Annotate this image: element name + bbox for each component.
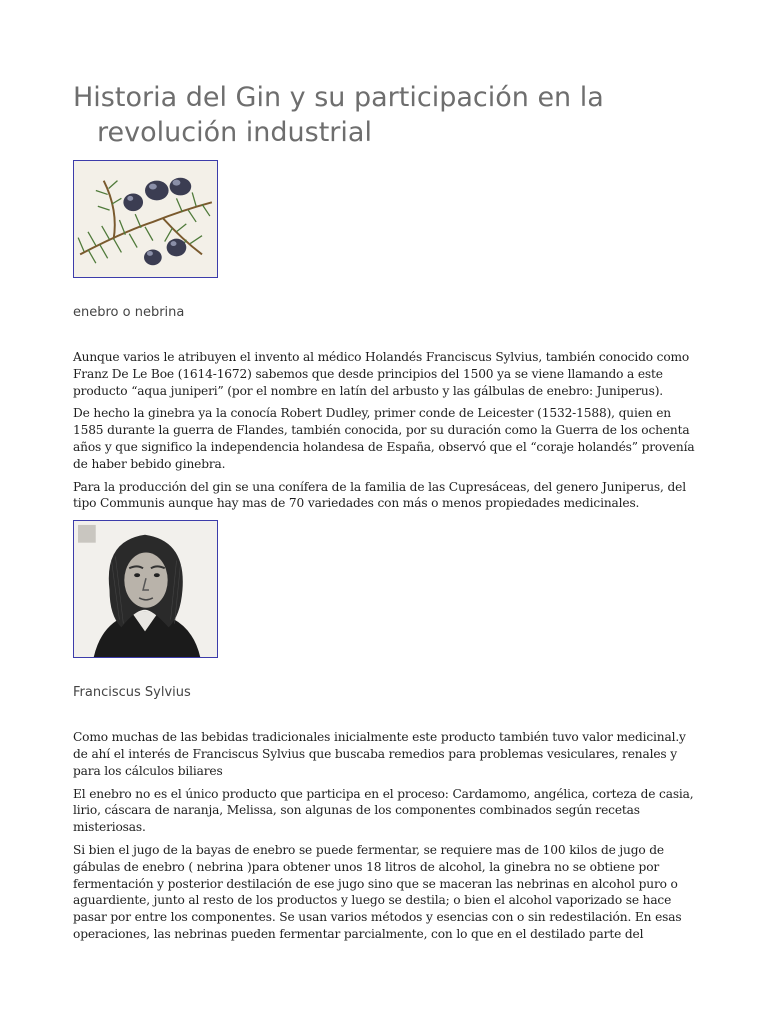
page-title: Historia del Gin y su participación en la revolución industrial [73,82,604,148]
paragraph: El enebro no es el único producto que participa en el proceso: Cardamomo, angélica, corteza de casia, lirio, cáscara de naranja, Melissa, son algunas de los componentes combinados según recetas misteriosas. [73,786,694,835]
portrait-icon [74,521,217,657]
portrait-engraving-image [73,520,218,658]
paragraph: Para la producción del gin se una conífera de la familia de las Cupresáceas, del genero Juniperus, del tipo Communis aunque hay mas de 70 variedades con más o menos propiedades medicinales. [73,479,686,511]
juniper-branch-image [73,160,218,278]
paragraph: Como muchas de las bebidas tradicionales inicialmente este producto también tuvo valor medicinal.y de ahí el interés de Franciscus Sylvius que buscaba remedios para problemas vesiculares, renales y para los cálculos biliares [73,730,686,778]
juniper-branch-icon [74,161,217,277]
paragraph: Si bien el jugo de la bayas de enebro se puede fermentar, se requiere mas de 100 kilos de jugo de gábulas de enebro ( nebrina )para obtener unos 18 litros de alcohol, la ginebra no se obtiene por fermentación y posterior destilación de ese jugo sino que se maceran las nebrinas en alcohol puro o aguardiente, junto al resto de los productos y luego se destila; o bien el alcohol vaporizado se hace pasar por entre los componentes. Se usan varios métodos y esencias con o sin redestilación. En esas operaciones, las nebrinas pueden fermentar parcialmente, con lo que en el destilado parte del [73,842,682,941]
document-page [73,80,695,949]
image-caption-juniper: enebro o nebrina [73,305,185,320]
paragraph: De hecho la ginebra ya la conocía Robert Dudley, primer conde de Leicester (1532-1588), quien en 1585 durante la guerra de Flandes, también conocida, por su duración como la Guerra de los ochenta años y que significo la independencia holandesa de España, observó que el “coraje holandés” provenía de haber bebido ginebra. [73,406,695,471]
paragraph: Aunque varios le atribuyen el invento al médico Holandés Franciscus Sylvius, también conocido como Franz De Le Boe (1614-1672) sabemos que desde principios del 1500 ya se viene llamando a este producto “aqua juniperi” (por el nombre en latín del arbusto y las gálbulas de enebro: Juniperus). [73,350,690,398]
image-caption-portrait: Franciscus Sylvius [73,685,191,701]
